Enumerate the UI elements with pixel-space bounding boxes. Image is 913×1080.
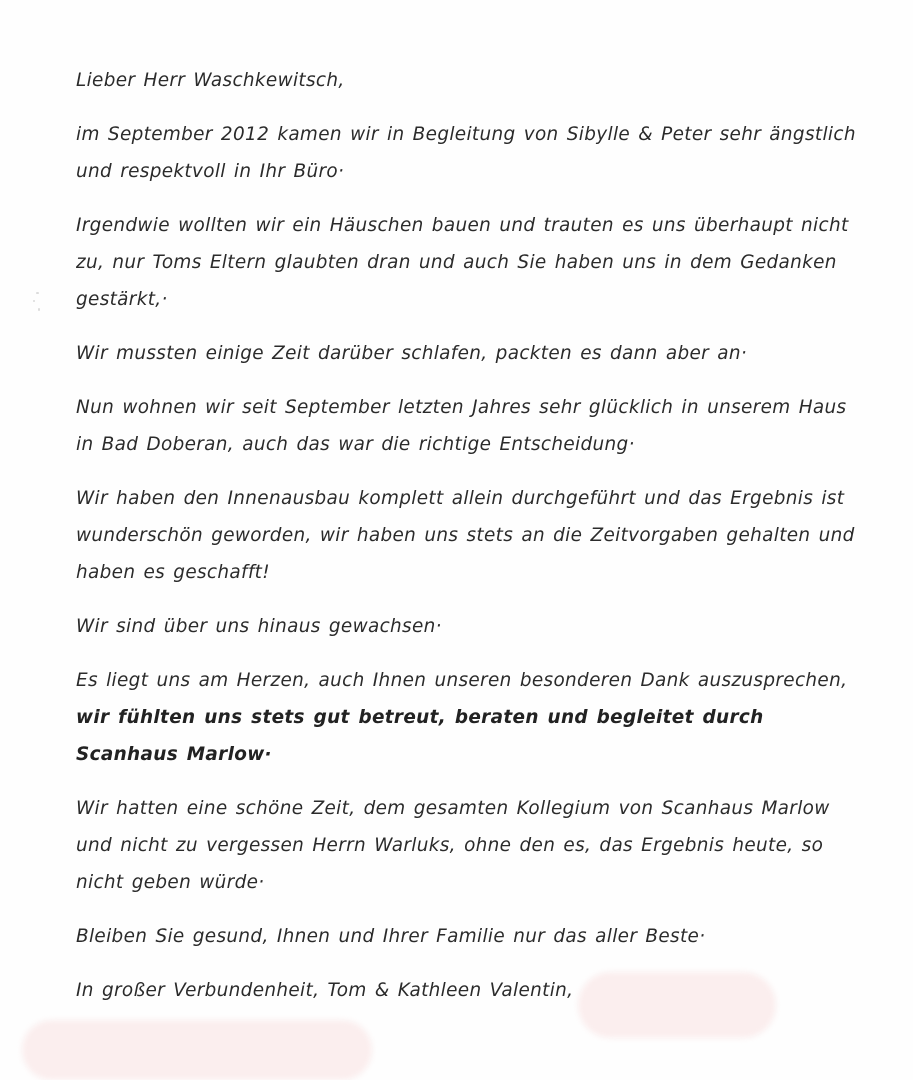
closing: In großer Verbundenheit, Tom & Kathleen Valentin,	[76, 980, 574, 1001]
scan-speck	[33, 300, 35, 302]
paragraph-1: im September 2012 kamen wir in Begleitung von Sibylle & Peter sehr ängstlich und respektvoll in Ihr Büro·	[76, 124, 856, 182]
paragraph-8: Wir hatten eine schöne Zeit, dem gesamten Kollegium von Scanhaus Marlow und nicht zu vergessen Herrn Warluks, ohne den es, das Ergebnis heute, so nicht geben würde·	[76, 798, 830, 893]
paragraph-3: Wir mussten einige Zeit darüber schlafen, packten es dann aber an·	[76, 343, 748, 364]
letter-body	[76, 62, 856, 1026]
scan-speck	[36, 292, 39, 294]
paragraph-5: Wir haben den Innenausbau komplett allein durchgeführt und das Ergebnis ist wunderschön geworden, wir haben uns stets an die Zeitvorgaben gehalten und haben es geschafft!	[76, 488, 855, 583]
paragraph-7	[76, 662, 856, 773]
paragraph-6: Wir sind über uns hinaus gewachsen·	[76, 616, 442, 637]
redacted-footer-area	[22, 1020, 372, 1080]
scan-speck	[38, 308, 40, 311]
paragraph-7-text: Es liegt uns am Herzen, auch Ihnen unseren besonderen Dank auszusprechen,	[76, 670, 848, 691]
paragraph-4: Nun wohnen wir seit September letzten Jahres sehr glücklich in unserem Haus in Bad Doberan, auch das war die richtige Entscheidung·	[76, 397, 847, 455]
paragraph-2: Irgendwie wollten wir ein Häuschen bauen und trauten es uns überhaupt nicht zu, nur Toms Eltern glaubten dran und auch Sie haben uns in dem Gedanken gestärkt,·	[76, 215, 849, 310]
paragraph-9: Bleiben Sie gesund, Ihnen und Ihrer Familie nur das aller Beste·	[76, 926, 706, 947]
salutation: Lieber Herr Waschkewitsch,	[76, 70, 345, 91]
paragraph-7-bold-text: wir fühlten uns stets gut betreut, beraten und begleitet durch Scanhaus Marlow·	[76, 707, 764, 765]
